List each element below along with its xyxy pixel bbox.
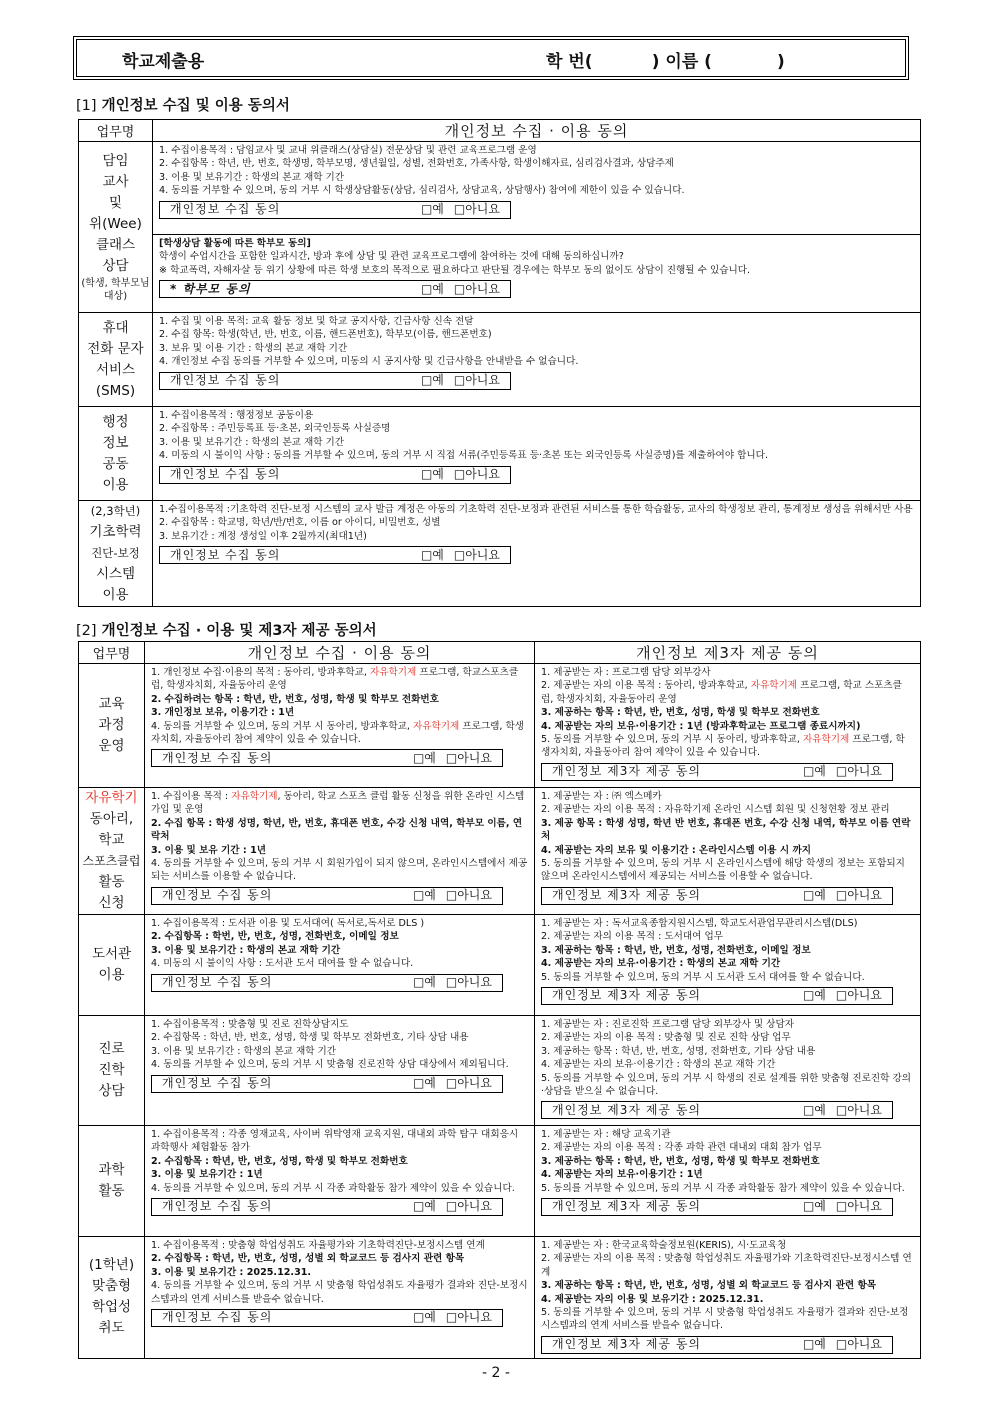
consent-cell <box>153 501 921 607</box>
agree-label: 개인정보 수집 동의 <box>162 750 273 765</box>
yes-checkbox[interactable]: □예 <box>420 547 444 562</box>
table-row <box>79 1126 921 1237</box>
category-line: 취도 <box>98 1320 125 1337</box>
category-line: 전화 문자 <box>87 340 144 357</box>
consent-line: 4. 제공받는 자의 보유·이용기간 : 학생의 본교 재학 기간 <box>541 1059 776 1071</box>
category-line: 행정 <box>102 413 129 430</box>
yes-checkbox[interactable]: □예 <box>802 764 826 779</box>
third-party-consent-cell <box>535 664 921 788</box>
table-row <box>79 235 921 313</box>
collect-content <box>145 788 534 909</box>
consent-line: 3. 보유기간 : 계정 생성일 이후 2월까지(최대1년) <box>159 530 367 542</box>
category-cell <box>79 915 145 1016</box>
column-header-collect: 개인정보 수집 · 이용 동의 <box>145 642 535 664</box>
parent-consent-content <box>153 235 920 302</box>
category-cell <box>79 313 153 407</box>
agree-label: 개인정보 수집 동의 <box>162 1075 273 1090</box>
consent-line: 4. 미동의 시 불이익 사항 : 동의를 거부할 수 있으며, 동의 거부 시 직접 서류(주민등록표 등·초본 또는 외국인등록 사실증명)를 제출하여야 합니다. <box>159 450 768 462</box>
category-line: 정보 <box>102 434 129 451</box>
consent-line: 4. 동의를 거부할 수 있으며, 동의 거부 시 학생상담활동(상담, 심리검사, 상담교육, 상담행사) 참여에 제한이 있을 수 있습니다. <box>159 185 685 197</box>
no-checkbox[interactable]: □아니요 <box>445 750 492 765</box>
consent-line: 1. 수집이용목적 : 맞춤형 및 진로 진학상담지도 <box>151 1019 349 1030</box>
highlight-text: 자유학기제 <box>369 667 417 678</box>
parent-consent-title: [학생상담 활동에 따른 학부모 동의] <box>159 238 311 249</box>
yes-checkbox[interactable]: □예 <box>802 888 826 903</box>
consent-line: 5. 동의를 거부할 수 있으며, 동의 거부 시 동아리, 방과후학교, 자유학기제 프로그램, 학생자치회, 자율동아리 참여 제약이 있을 수 있습니다. <box>541 734 905 759</box>
category-cell <box>79 501 153 607</box>
collect-consent-box <box>159 466 511 484</box>
consent-line: 1. 개인정보 수집·이용의 목적 : 동아리, 방과후학교, 자유학기제 프로그램, 학교스포츠클럽, 학생자치회, 자율동아리 운영 <box>151 667 519 692</box>
yes-checkbox[interactable]: □예 <box>420 201 444 216</box>
consent-line: 4. 제공받는 자의 이용 및 보유기간 : 2025.12.31. <box>541 1293 764 1305</box>
no-checkbox[interactable]: □아니요 <box>835 888 882 903</box>
category-line: 시스템 <box>95 566 136 582</box>
agree-label: 개인정보 제3자 제공 동의 <box>552 1199 701 1214</box>
consent-line: 4. 제공받는 자의 보유·이용기간 : 1년 (방과후학교는 프로그램 종료시까지) <box>541 720 861 732</box>
category-line: 진로 <box>98 1041 125 1057</box>
table-row <box>79 1237 921 1359</box>
consent-line: 2. 제공받는 자의 이용 목적 : 각종 과학 관련 대내외 대회 참가 업무 <box>541 1142 822 1154</box>
consent-line: 3. 이용 및 보유기간 : 학생의 본교 재학 기간 <box>151 944 341 956</box>
yes-checkbox[interactable]: □예 <box>420 466 444 481</box>
category-line: 활동 <box>98 1183 125 1199</box>
third-party-consent-box <box>541 987 893 1005</box>
consent-content <box>153 407 920 488</box>
school-submission-header <box>73 36 909 80</box>
table-row <box>79 788 921 915</box>
agree-label: 개인정보 제3자 제공 동의 <box>552 1102 701 1117</box>
third-party-content <box>535 915 920 1009</box>
category-line: (1학년) <box>88 1257 135 1274</box>
consent-line: 2. 수집항목 : 학년, 반, 번호, 성명, 학생 및 학부모 전화번호 <box>151 1155 408 1167</box>
consent-line: 1. 수집이용 목적 : 자유학기제, 동아리, 학교 스포츠 클럽 활동 신청을 위한 온라인 시스템 가입 및 운영 <box>151 791 525 816</box>
consent-line: 5. 동의를 거부할 수 있으며, 동의 거부 시 도서관 도서 대여를 할 수 없습니다. <box>541 971 865 983</box>
consent-line: 1. 제공받는 자 : 한국교육학술정보원(KERIS), 시·도교육청 <box>541 1240 787 1251</box>
category-line: 상담 <box>102 258 129 274</box>
yes-checkbox[interactable]: □예 <box>412 974 436 989</box>
third-party-consent-cell <box>535 1126 921 1237</box>
category-line: 담임 <box>102 153 129 169</box>
no-checkbox[interactable]: □아니요 <box>445 888 492 903</box>
category-line: 이용 <box>98 967 125 983</box>
table-row <box>79 915 921 1016</box>
consent-line: 1. 제공받는 자 : 진로진학 프로그램 담당 외부강사 및 상담자 <box>541 1019 794 1030</box>
third-party-content <box>535 664 920 785</box>
category-line: 진학 <box>98 1062 125 1078</box>
category-line: 진단-보정 <box>91 546 140 560</box>
parent-consent-cell <box>153 235 921 313</box>
agree-label: 개인정보 수집 동의 <box>170 547 281 562</box>
no-checkbox[interactable]: □아니요 <box>445 974 492 989</box>
consent-line: 1. 제공받는 자 : 독서교육종합지원시스템, 학교도서관업무관리시스템(DLS) <box>541 918 858 929</box>
consent-line: 5. 동의를 거부할 수 있으며, 동의 거부 시 맞춤형 학업성취도 자율평가 결과와 진단-보정시스템과의 연계 서비스를 받을수 없습니다. <box>541 1307 909 1332</box>
consent-line: 2. 수집항목 : 주민등록표 등·초본, 외국인등록 사실증명 <box>159 423 391 435</box>
consent-line: 학생이 수업시간을 포함한 일과시간, 방과 후에 상담 및 관련 교육프로그램에 참여하는 것에 대해 동의하십니까? <box>159 251 624 263</box>
category-line: (2,3학년) <box>90 504 141 518</box>
category-line: 도서관 <box>91 946 132 962</box>
consent-line: 3. 이용 및 보유기간 : 학생의 본교 재학 기간 <box>159 171 345 183</box>
no-checkbox[interactable]: □아니요 <box>835 1199 882 1214</box>
collect-consent-cell <box>145 1237 535 1359</box>
consent-line: 3. 제공하는 항목 : 학년, 반, 번호, 성명, 전화번호, 이메일 정보 <box>541 944 811 956</box>
category-cell <box>79 664 145 788</box>
category-line: 공동 <box>102 455 129 472</box>
no-checkbox[interactable]: □아니요 <box>453 201 500 216</box>
category-line: 과정 <box>98 717 125 733</box>
agree-label: 개인정보 수집 동의 <box>162 1199 273 1214</box>
column-header-category: 업무명 <box>79 642 145 664</box>
collect-content <box>145 1016 534 1097</box>
collect-content <box>145 664 534 771</box>
category-line: 교육 <box>98 696 125 712</box>
category-line: 교사 <box>102 174 129 190</box>
yes-checkbox[interactable]: □예 <box>412 1075 436 1090</box>
consent-line: 1. 수집이용목적 : 각종 영재교육, 사이버 위탁영재 교육지원, 대내외 과학 탐구 대회응시 과학행사 체험활동 참가 <box>151 1129 519 1154</box>
agree-label: 개인정보 수집 동의 <box>170 466 281 481</box>
category-line: 맞춤형 <box>91 1278 132 1295</box>
consent-line: 4. 제공받는 자의 보유 및 이용기간 : 온라인시스템 이용 시 까지 <box>541 844 811 856</box>
consent-line: 2. 제공받는 자의 이용 목적 : 맞춤형 및 진로 진학 상담 업무 <box>541 1032 791 1044</box>
collect-consent-cell <box>145 664 535 788</box>
category-cell <box>79 1126 145 1237</box>
no-checkbox[interactable]: □아니요 <box>453 281 500 296</box>
third-party-consent-cell <box>535 788 921 915</box>
category-line: 상담 <box>98 1083 125 1099</box>
consent-line: 2. 수집항목 : 학교명, 학년/반/번호, 이름 or 아이디, 비밀번호, 성별 <box>159 517 441 529</box>
consent-line: 1.수집이용목적 :기초학력 진단-보정 시스템의 교사 발급 계정은 아동의 기초학력 진단-보정과 관련된 서비스를 통한 학습활동, 교사의 학생정보 관리, 통계정보 생성을 위해서만 사용 <box>159 504 913 515</box>
no-checkbox[interactable]: □아니요 <box>835 988 882 1003</box>
highlight-text: 자유학기제 <box>412 720 460 732</box>
consent-line: 4. 제공받는 자의 보유·이용기간 : 1년 <box>541 1169 703 1181</box>
consent-line: 1. 수집이용목적 : 행정정보 공동이용 <box>159 410 314 421</box>
collect-consent-box <box>159 372 511 390</box>
collect-consent-cell <box>145 1126 535 1237</box>
highlight-text: 자유학기제 <box>802 734 850 746</box>
column-header-category: 업무명 <box>79 120 153 142</box>
collect-consent-cell <box>145 1016 535 1126</box>
consent-line: 2. 수집항목 : 학번, 반, 번호, 성명, 전화번호, 이메일 정보 <box>151 931 399 943</box>
consent-line: 4. 제공받는 자의 보유·이용기간 : 학생의 본교 재학 기간 <box>541 958 781 970</box>
category-cell <box>79 407 153 501</box>
student-info-field[interactable]: 학 번( ) 이름 ( ) <box>546 52 785 72</box>
category-line: 이용 <box>102 476 129 493</box>
yes-checkbox[interactable]: □예 <box>420 372 444 387</box>
category-cell <box>79 1237 145 1359</box>
category-line: 학업성 <box>91 1299 132 1316</box>
consent-line: 2. 수집항목 : 학년, 반, 번호, 성명, 성별 외 학교코드 등 검사지 관련 항목 <box>151 1253 465 1265</box>
consent-content <box>153 501 920 568</box>
consent-line: 1. 수집이용목적 : 담임교사 및 교내 위클래스(상담실) 전문상담 및 관련 교육프로그램 운영 <box>159 145 537 156</box>
consent-line: 3. 제공하는 항목 : 학년, 반, 번호, 성명, 학생 및 학부모 전화번호 <box>541 707 820 719</box>
third-party-consent-box <box>541 1336 893 1354</box>
agree-label: 개인정보 제3자 제공 동의 <box>552 888 701 903</box>
agree-label: 개인정보 수집 동의 <box>170 372 281 387</box>
yes-checkbox[interactable]: □예 <box>802 1199 826 1214</box>
consent-cell <box>153 407 921 501</box>
collect-consent-box <box>159 546 511 564</box>
consent-line: 2. 제공받는 자의 이용 목적 : 도서대여 업무 <box>541 931 724 943</box>
third-party-content <box>535 1237 920 1358</box>
agree-label: * 학부모 동의 <box>170 281 251 296</box>
consent-line: 1. 수집이용목적 : 도서관 이용 및 도서대여( 독서로,독서로 DLS ) <box>151 918 425 929</box>
collect-consent-box <box>151 749 503 767</box>
consent-line: 5. 동의를 거부할 수 있으며, 동의 거부 시 각종 과학활동 참가 제약이 있을 수 있습니다. <box>541 1182 905 1194</box>
third-party-content <box>535 788 920 909</box>
agree-label: 개인정보 제3자 제공 동의 <box>552 764 701 779</box>
yes-checkbox[interactable]: □예 <box>412 750 436 765</box>
section2-title: [2] 개인정보 수집 · 이용 및 제3자 제공 동의서 <box>76 623 377 639</box>
agree-label: 개인정보 수집 동의 <box>162 888 273 903</box>
consent-line: 4. 미동의 시 불이익 사항 : 도서관 도서 대여를 할 수 없습니다. <box>151 958 414 970</box>
no-checkbox[interactable]: □아니요 <box>445 1199 492 1214</box>
consent-line: 2. 수집항목 : 학년, 반, 번호, 학생명, 학부모명, 생년월일, 성별, 전화번호, 가족사항, 학생이해자료, 심리검사결과, 상담주제 <box>159 158 674 170</box>
consent-line: 3. 보유 및 이용 기간 : 학생의 본교 재학 기간 <box>159 342 348 354</box>
section2-table <box>78 641 921 1359</box>
consent-line: 3. 제공하는 항목 : 학년, 반, 번호, 성명, 성별 외 학교코드 등 검사지 관련 항목 <box>541 1280 876 1292</box>
table-row <box>79 313 921 407</box>
section1-title: [1] 개인정보 수집 및 이용 동의서 <box>76 98 290 114</box>
agree-label: 개인정보 수집 동의 <box>162 1310 273 1325</box>
consent-line: 2. 제공받는 자의 이용 목적 : 동아리, 방과후학교, 자유학기제 프로그램, 학교 스포츠클럽, 학생자치회, 자율동아리 운영 <box>541 680 902 705</box>
consent-line: 3. 제공하는 항목 : 학년, 반, 번호, 성명, 전화번호, 기타 상담 내용 <box>541 1045 816 1057</box>
agree-label: 개인정보 제3자 제공 동의 <box>552 1337 701 1352</box>
collect-consent-box <box>159 201 511 219</box>
category-line: 신청 <box>98 895 125 911</box>
column-header-third-party: 개인정보 제3자 제공 동의 <box>535 642 921 664</box>
no-checkbox[interactable]: □아니요 <box>445 1075 492 1090</box>
third-party-consent-box <box>541 1198 893 1216</box>
consent-line: 2. 제공받는 자의 이용 목적 : 자유학기제 온라인 시스템 회원 및 신청현황 정보 관리 <box>541 804 890 816</box>
category-cell <box>79 1016 145 1126</box>
highlight-text: 자유학기제 <box>231 791 278 802</box>
consent-line: 1. 제공받는 자 : 해당 교육기관 <box>541 1129 671 1140</box>
category-line: 및 <box>108 195 123 211</box>
category-line: 위(Wee) <box>89 216 142 232</box>
yes-checkbox[interactable]: □예 <box>420 281 444 296</box>
consent-line: 3. 제공 항목 : 학생 성명, 학년 반 번호, 휴대폰 번호, 수강 신청 내역, 학부모 이름 연락처 <box>541 817 911 843</box>
consent-line: 2. 수집 항목 : 학생 성명, 학년, 반, 번호, 휴대폰 번호, 수강 신청 내역, 학부모 이름, 연락처 <box>151 817 523 843</box>
third-party-content <box>535 1016 920 1123</box>
consent-line: 5. 동의를 거부할 수 있으며, 동의 거부 시 온라인시스템에 해당 학생의 정보는 포함되지 않으며 온라인시스템에서 제공되는 서비스를 이용할 수 없습니다. <box>541 858 905 883</box>
no-checkbox[interactable]: □아니요 <box>835 764 882 779</box>
consent-cell <box>153 313 921 407</box>
no-checkbox[interactable]: □아니요 <box>453 466 500 481</box>
consent-line: 4. 개인정보 수집 동의를 거부할 수 있으며, 미동의 시 공지사항 및 긴급사항을 안내받을 수 없습니다. <box>159 356 579 368</box>
consent-line: 2. 제공받는 자의 이용 목적 : 맞춤형 학업성취도 자율평가와 기초학력진단-보정시스템 연계 <box>541 1253 912 1278</box>
third-party-consent-box <box>541 887 893 905</box>
collect-consent-box <box>151 1198 503 1216</box>
table-row <box>79 664 921 788</box>
consent-line: 2. 수집항목 : 학년, 반, 번호, 성명, 학생 및 학부모 전화번호, 기타 상담 내용 <box>151 1032 469 1044</box>
category-line: 운영 <box>98 738 125 754</box>
consent-line: 2. 수집하려는 항목 : 학년, 반, 번호, 성명, 학생 및 학부모 전화번호 <box>151 693 439 705</box>
category-line: 스포츠클럽 <box>82 854 141 868</box>
highlight-text: 자유학기제 <box>750 680 798 692</box>
agree-label: 개인정보 제3자 제공 동의 <box>552 988 701 1003</box>
agree-label: 개인정보 수집 동의 <box>170 201 281 216</box>
consent-cell <box>153 142 921 235</box>
collect-consent-cell <box>145 915 535 1016</box>
consent-line: 1. 제공받는 자 : ㈜ 엑스메카 <box>541 791 662 802</box>
third-party-content <box>535 1126 920 1220</box>
consent-line: 4. 동의를 거부할 수 있으며, 동의 거부 시 맞춤형 진로진학 상담 대상에서 제외됩니다. <box>151 1059 509 1071</box>
consent-line: 3. 이용 및 보유기간 : 2025.12.31. <box>151 1266 312 1278</box>
consent-line: 1. 수집이용목적 : 맞춤형 학업성취도 자율평가와 기초학력진단-보정시스템 연계 <box>151 1240 485 1251</box>
table-row <box>79 1016 921 1126</box>
table-row <box>79 501 921 607</box>
consent-line: 3. 제공하는 항목 : 학년, 반, 번호, 성명, 학생 및 학부모 전화번호 <box>541 1155 820 1167</box>
consent-line: 3. 이용 및 보유기간 : 학생의 본교 재학 기간 <box>151 1045 337 1057</box>
category-cell <box>79 788 145 915</box>
collect-consent-box <box>151 1309 503 1327</box>
consent-line: 1. 수집 및 이용 목적: 교육 활동 정보 및 학교 공지사항, 긴급사항 신속 전달 <box>159 316 474 327</box>
consent-line: 4. 동의를 거부할 수 있으며, 동의 거부 시 회원가입이 되지 않으며, 온라인시스템에서 제공되는 서비스를 이용할 수 없습니다. <box>151 858 528 883</box>
third-party-consent-cell <box>535 1237 921 1359</box>
third-party-consent-cell <box>535 1016 921 1126</box>
collect-content <box>145 1237 534 1331</box>
page-number: - 2 - <box>482 1365 510 1381</box>
consent-line: ※ 학교폭력, 자해자살 등 위기 상황에 따른 학생 보호의 목적으로 필요하다고 판단될 경우에는 학부모 동의 없이도 상담이 진행될 수 있습니다. <box>159 264 751 276</box>
table-row <box>79 142 921 235</box>
agree-label: 개인정보 수집 동의 <box>162 974 273 989</box>
category-line: 과학 <box>98 1162 125 1178</box>
category-line: 서비스 <box>95 361 136 378</box>
parent-consent-box <box>159 280 511 298</box>
consent-line: 1. 제공받는 자 : 프로그램 담당 외부강사 <box>541 667 711 678</box>
category-line: 활동 <box>98 874 125 890</box>
section1-table <box>78 119 921 607</box>
school-submission-label: 학교제출용 <box>122 52 205 72</box>
consent-line: 3. 이용 및 보유기간 : 1년 <box>151 1169 263 1181</box>
consent-line: 5. 동의를 거부할 수 있으며, 동의 거부 시 학생의 진로 설계를 위한 맞춤형 진로진학 강의·상담을 받으실 수 없습니다. <box>541 1072 911 1098</box>
third-party-consent-box <box>541 763 893 781</box>
category-line: 동아리, <box>89 811 134 827</box>
collect-consent-box <box>151 974 503 992</box>
no-checkbox[interactable]: □아니요 <box>453 547 500 562</box>
consent-content <box>153 142 920 223</box>
collect-content <box>145 915 534 996</box>
yes-checkbox[interactable]: □예 <box>802 1102 826 1117</box>
collect-consent-box <box>151 887 503 905</box>
no-checkbox[interactable]: □아니요 <box>453 372 500 387</box>
yes-checkbox[interactable]: □예 <box>802 988 826 1003</box>
column-header-consent: 개인정보 수집 · 이용 동의 <box>153 120 921 142</box>
category-cell <box>79 142 153 313</box>
category-line: 이용 <box>102 587 129 603</box>
category-highlight: 자유학기 <box>85 790 138 806</box>
table-row <box>79 407 921 501</box>
category-line: 휴대 <box>102 319 129 336</box>
category-line: 기초학력 <box>89 524 142 540</box>
collect-content <box>145 1126 534 1220</box>
collect-consent-box <box>151 1075 503 1093</box>
consent-line: 2. 수집 항목: 학생(학년, 반, 번호, 이름, 핸드폰번호), 학부모(이름, 핸드폰번호) <box>159 329 492 341</box>
consent-line: 4. 동의를 거부할 수 있으며, 동의 거부 시 동아리, 방과후학교, 자유학기제 프로그램, 학생자치회, 자율동아리 참여 제약이 있을 수 있습니다. <box>151 720 525 746</box>
no-checkbox[interactable]: □아니요 <box>445 1310 492 1325</box>
yes-checkbox[interactable]: □예 <box>412 1199 436 1214</box>
yes-checkbox[interactable]: □예 <box>802 1337 826 1352</box>
consent-line: 4. 동의를 거부할 수 있으며, 동의 거부 시 맞춤형 학업성취도 자율평가 결과와 진단-보정시스템과의 연계 서비스를 받을수 없습니다. <box>151 1280 528 1305</box>
no-checkbox[interactable]: □아니요 <box>835 1102 882 1117</box>
yes-checkbox[interactable]: □예 <box>412 888 436 903</box>
third-party-consent-box <box>541 1101 893 1119</box>
category-note: (학생, 학부모님 대상) <box>81 278 150 302</box>
yes-checkbox[interactable]: □예 <box>412 1310 436 1325</box>
consent-content <box>153 313 920 394</box>
no-checkbox[interactable]: □아니요 <box>835 1337 882 1352</box>
consent-line: 4. 동의를 거부할 수 있으며, 동의 거부 시 각종 과학활동 참가 제약이 있을 수 있습니다. <box>151 1182 515 1194</box>
category-line: (SMS) <box>95 382 136 399</box>
category-line: 클래스 <box>95 237 136 253</box>
consent-line: 3. 개인정보 보유, 이용기간 : 1년 <box>151 707 295 719</box>
third-party-consent-cell <box>535 915 921 1016</box>
consent-line: 3. 이용 및 보유 기간 : 1년 <box>151 844 267 856</box>
category-line: 학교 <box>98 832 125 848</box>
collect-consent-cell <box>145 788 535 915</box>
consent-line: 3. 이용 및 보유기간 : 학생의 본교 재학 기간 <box>159 436 345 448</box>
